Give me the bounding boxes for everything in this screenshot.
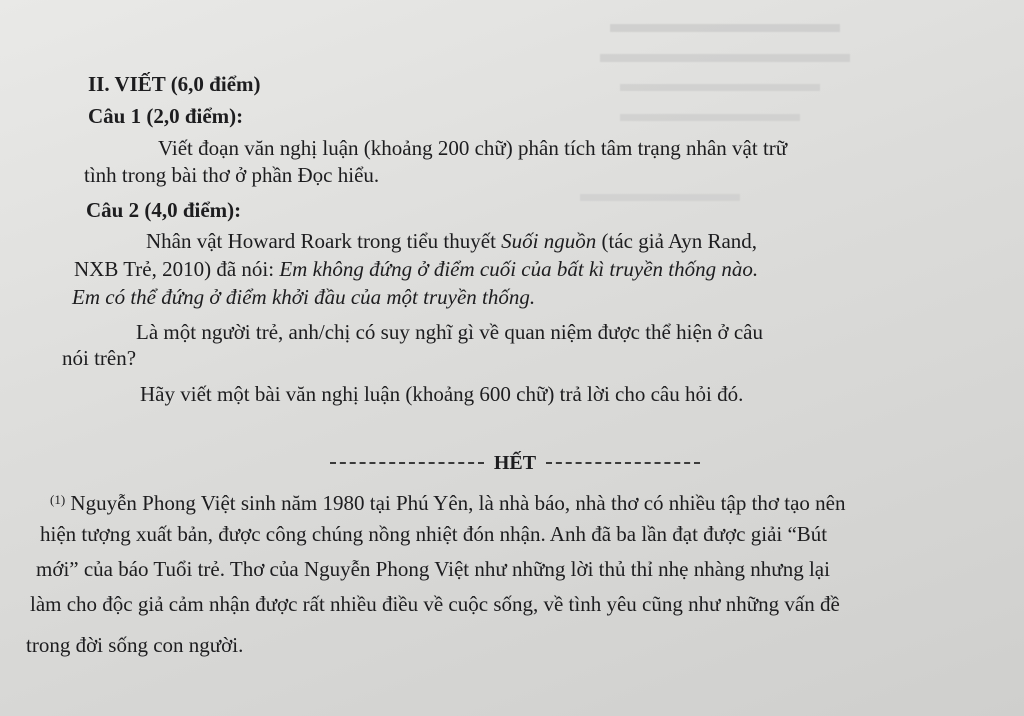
question-2-text: Nhân vật Howard Roark trong tiểu thuyết [146,229,502,253]
question-2-text: NXB Trẻ, 2010) đã nói: [74,257,280,281]
bleed-through-text [560,18,860,208]
end-marker-text: HẾT [493,451,537,474]
question-1-line-1: Viết đoạn văn nghị luận (khoảng 200 chữ) phân tích tâm trạng nhân vật trữ [158,136,788,160]
question-2-para-2-line-2: nói trên? [62,346,137,370]
question-1-title: Câu 1 (2,0 điểm): [88,104,244,128]
question-2-text: (tác giả Ayn Rand, [596,229,758,253]
question-2-para-2-line-1: Là một người trẻ, anh/chị có suy nghĩ gì về quan niệm được thể hiện ở câu [136,320,764,344]
section-heading: II. VIẾT (6,0 điểm) [88,72,261,96]
footnote-line-4: làm cho độc giả cảm nhận được rất nhiều điều về cuộc sống, về tình yêu cũng như những vấn đề [30,592,840,616]
dashed-rule-left [330,462,484,464]
end-marker [330,450,700,476]
question-2-title: Câu 2 (4,0 điểm): [86,198,242,222]
question-2-para-3: Hãy viết một bài văn nghị luận (khoảng 600 chữ) trả lời cho câu hỏi đó. [140,382,744,406]
footnote-text: Nguyễn Phong Việt sinh năm 1980 tại Phú Yên, là nhà báo, nhà thơ có nhiều tập thơ tạo nên [65,491,846,515]
footnote-line-1 [50,487,846,516]
question-2-para-1-line-1 [146,228,757,254]
footnote-mark: (1) [50,492,66,507]
novel-title: Suối nguồn [501,229,597,253]
question-1-line-2: tình trong bài thơ ở phần Đọc hiểu. [84,163,380,187]
quote-text: Em không đứng ở điểm cuối của bất kì truyền thống nào. [279,257,759,281]
bleed-through-marks [560,18,860,208]
question-2-para-1-line-3: Em có thể đứng ở điểm khởi đầu của một truyền thống. [72,285,536,309]
question-2-para-1-line-2 [74,256,758,282]
dashed-rule-right [546,462,700,464]
footnote-line-2: hiện tượng xuất bản, được công chúng nồng nhiệt đón nhận. Anh đã ba lần đạt được giải “Bút [40,522,828,546]
footnote-line-5: trong đời sống con người. [26,633,244,657]
footnote-line-3: mới” của báo Tuổi trẻ. Thơ của Nguyễn Phong Việt như những lời thủ thỉ nhẹ nhàng nhưng lại [36,557,830,581]
